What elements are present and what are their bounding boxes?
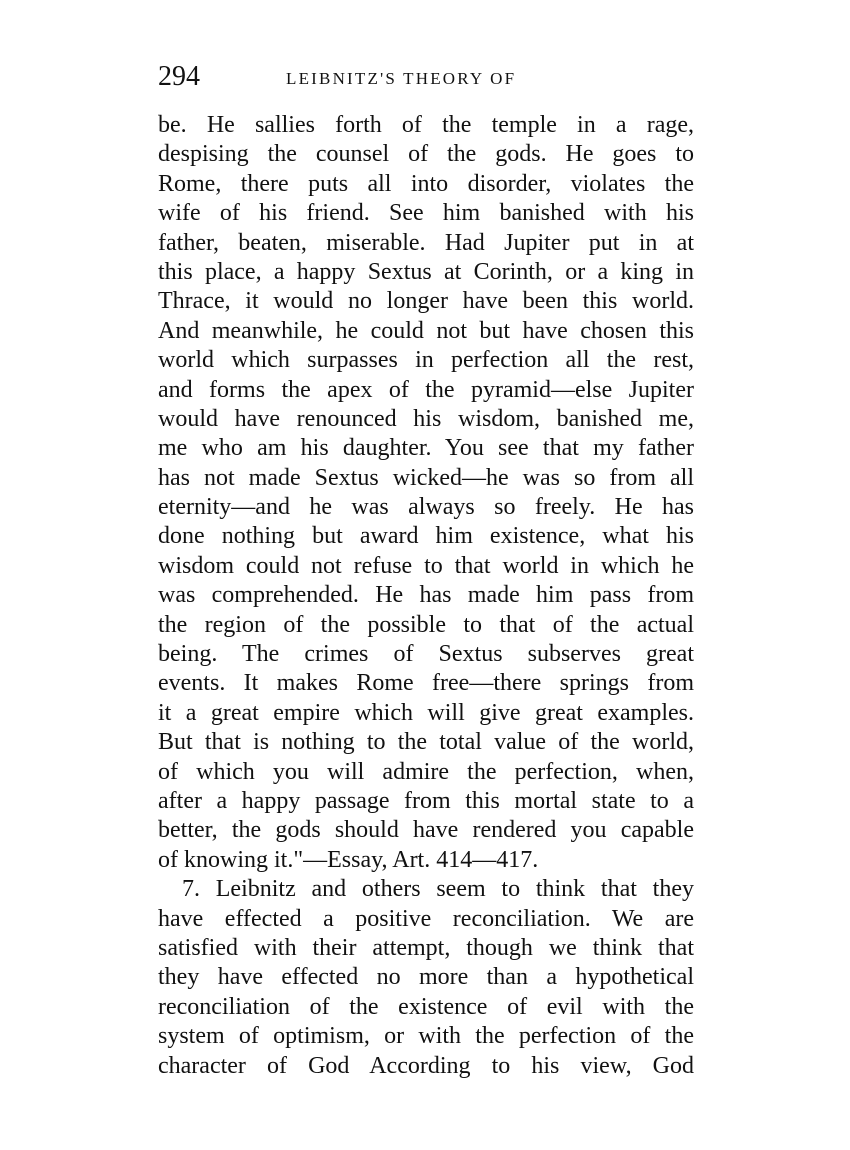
running-title: LEIBNITZ'S THEORY OF xyxy=(286,69,517,88)
text-line: Rome, there puts all into disorder, violates the xyxy=(158,170,694,197)
text-line: despising the counsel of the gods. He goes to xyxy=(158,141,694,168)
text-line: me who am his daughter. You see that my father xyxy=(158,435,694,462)
text-line: eternity—and he was always so freely. He has xyxy=(158,494,694,521)
text-line: system of optimism, or with the perfection of the xyxy=(158,1023,694,1050)
body-text xyxy=(158,111,694,1081)
text-line: being. The crimes of Sextus subserves great xyxy=(158,641,694,668)
page-number: 294 xyxy=(158,61,200,92)
text-line: events. It makes Rome free—there springs from xyxy=(158,670,694,697)
text-line: wife of his friend. See him banished with his xyxy=(158,200,694,227)
text-line: have effected a positive reconciliation. We are xyxy=(158,905,694,932)
text-line: of knowing it."—Essay, Art. 414—417. xyxy=(158,846,539,873)
text-line: has not made Sextus wicked—he was so from all xyxy=(158,464,694,491)
text-line: reconciliation of the existence of evil with the xyxy=(158,993,694,1020)
text-line: wisdom could not refuse to that world in which he xyxy=(158,552,694,579)
text-line: done nothing but award him existence, what his xyxy=(158,523,694,550)
text-line: the region of the possible to that of the actual xyxy=(158,611,694,638)
text-line: they have effected no more than a hypothetical xyxy=(158,964,694,991)
text-line: satisfied with their attempt, though we think that xyxy=(158,934,694,961)
text-line: and forms the apex of the pyramid—else Jupiter xyxy=(158,376,694,403)
text-line: world which surpasses in perfection all the rest, xyxy=(158,347,694,374)
text-line: it a great empire which will give great examples. xyxy=(158,699,694,726)
text-line: better, the gods should have rendered you capable xyxy=(158,817,694,844)
text-line: And meanwhile, he could not but have chosen this xyxy=(158,317,694,344)
text-line: But that is nothing to the total value of the world, xyxy=(158,729,694,756)
text-line: would have renounced his wisdom, banished me, xyxy=(158,405,694,432)
text-line: Thrace, it would no longer have been this world. xyxy=(158,288,694,315)
running-head xyxy=(158,60,698,94)
text-line: was comprehended. He has made him pass from xyxy=(158,582,694,609)
text-line: be. He sallies forth of the temple in a rage, xyxy=(158,112,694,138)
text-line: father, beaten, miserable. Had Jupiter put in at xyxy=(158,229,694,256)
text-line: after a happy passage from this mortal state to a xyxy=(158,787,694,814)
text-line: 7. Leibnitz and others seem to think that they xyxy=(182,876,694,903)
text-line: this place, a happy Sextus at Corinth, or a king in xyxy=(158,258,694,285)
text-line: of which you will admire the perfection, when, xyxy=(158,758,694,785)
text-line: character of God According to his view, God xyxy=(158,1052,694,1079)
